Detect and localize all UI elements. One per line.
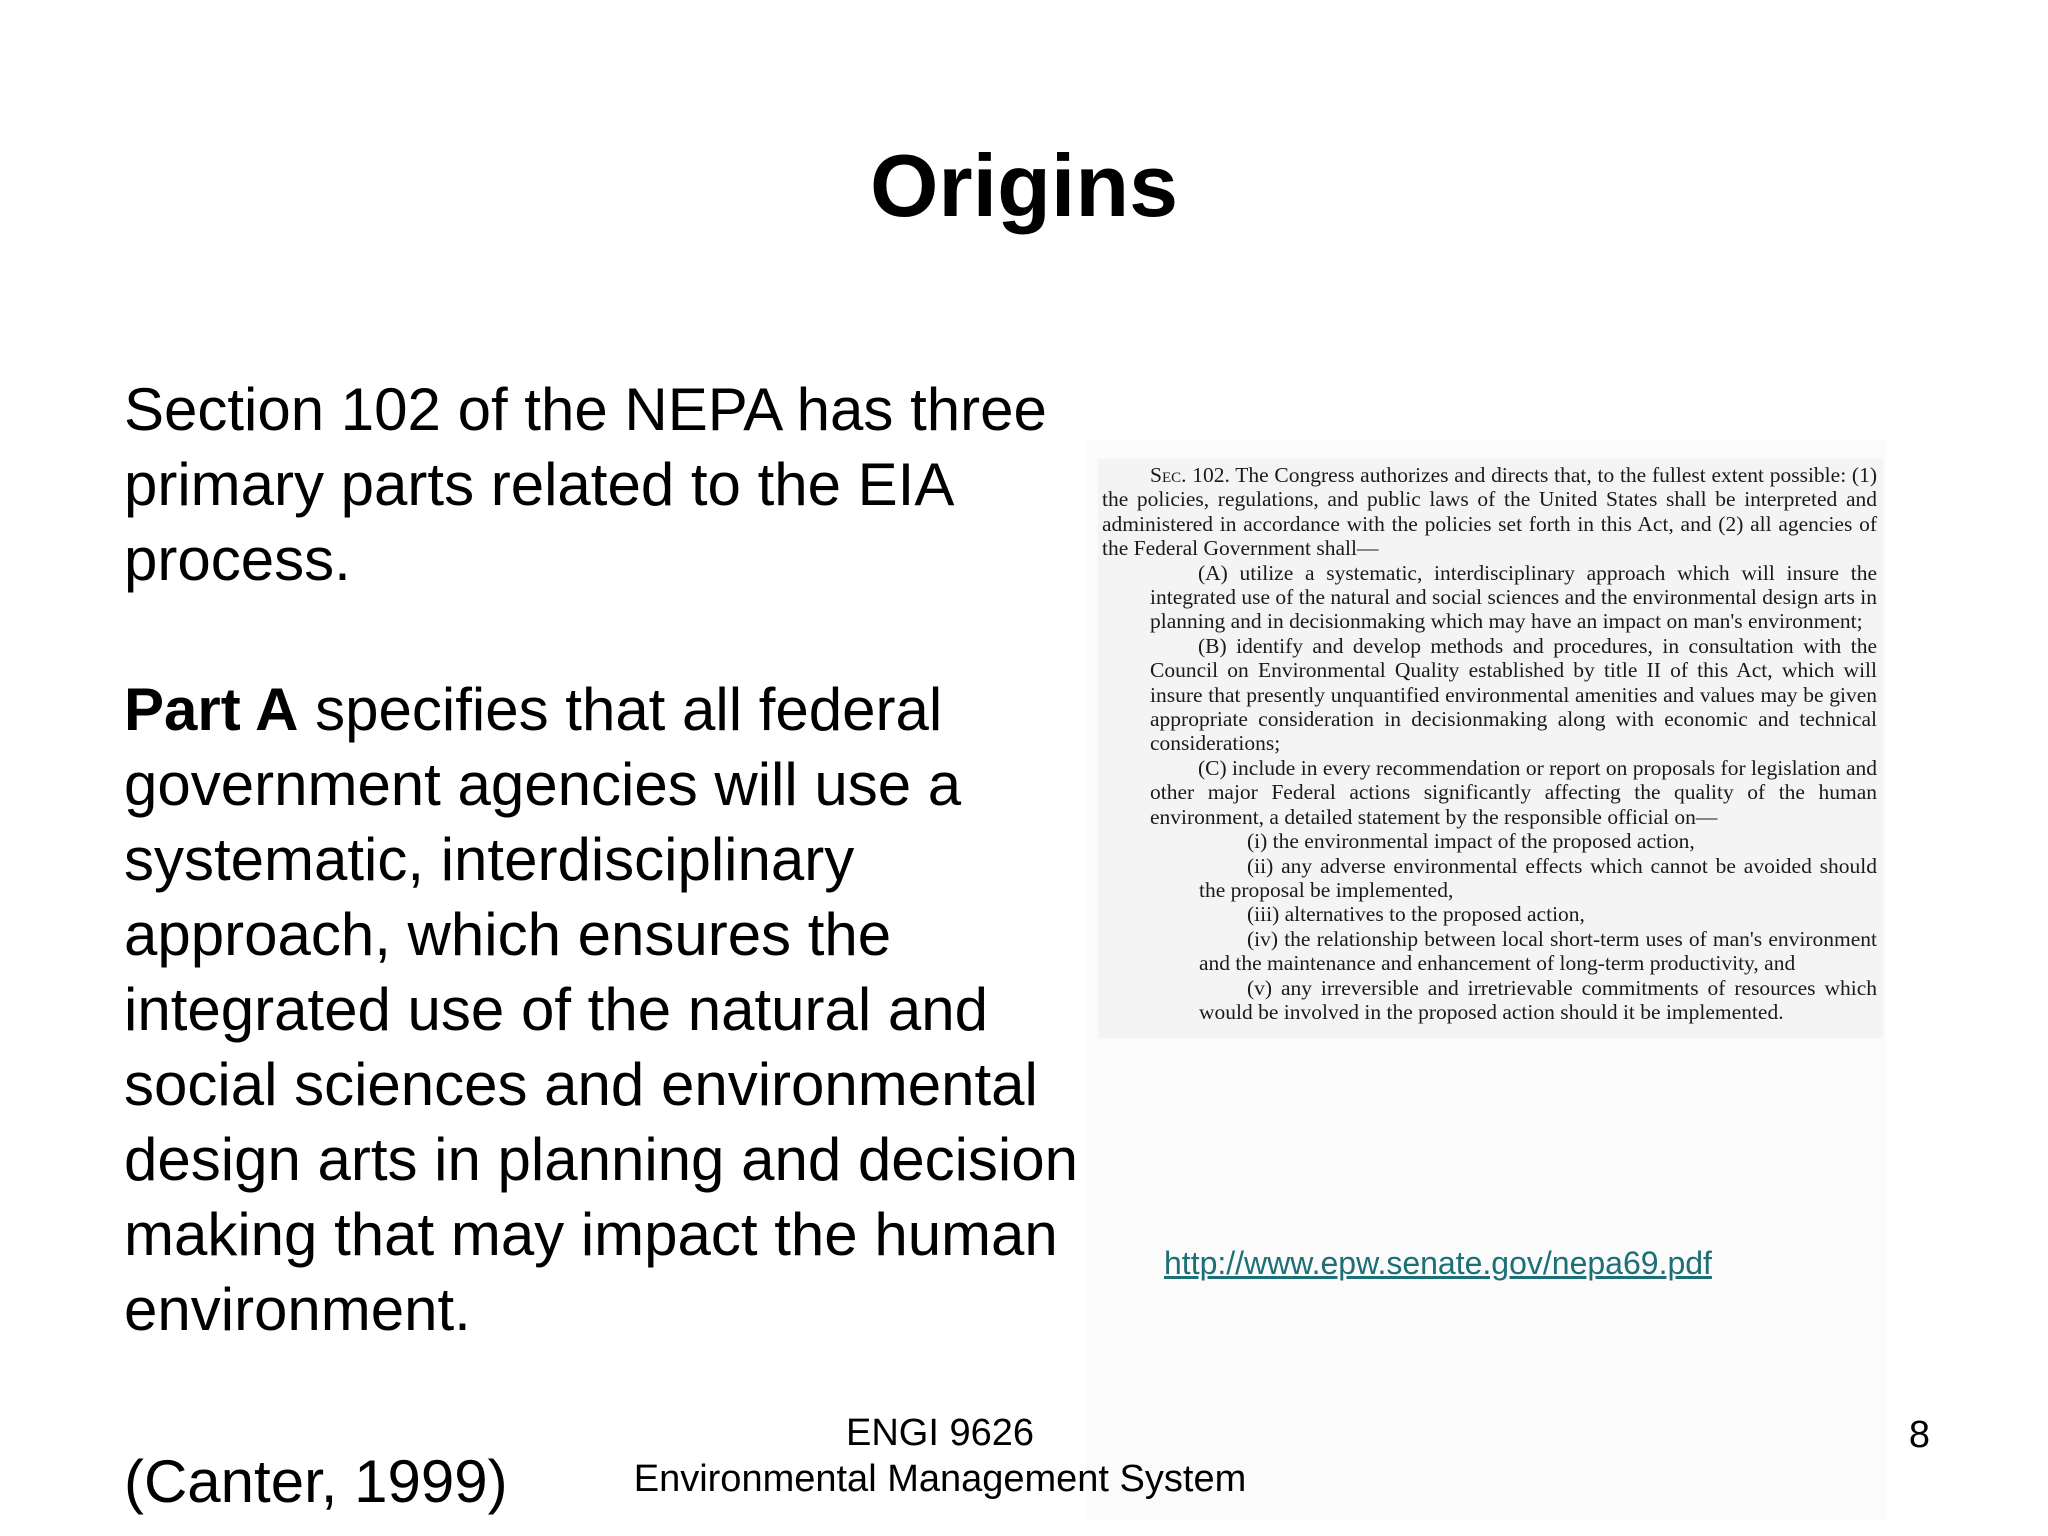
slide-title: Origins: [869, 136, 1179, 235]
nepa-section-102-excerpt: [1098, 459, 1883, 1038]
excerpt-subitem-iii: (iii) alternatives to the proposed action,: [1247, 902, 1585, 927]
section-intro-text: The Congress authorizes and directs that, to the fullest extent possible: (1) the policies, regulations, and public laws of the United States shall be interpreted and administered in accordance with the policies set forth in this Act, and (2) all agencies of the Federal Government shall—: [1102, 463, 1877, 561]
page-number: 8: [1908, 1414, 1930, 1456]
part-a-label: Part A: [124, 676, 299, 743]
excerpt-item-b: (B) identify and develop methods and procedures, in consultation with the Council on Environmental Quality established by title II of this Act, which will insure that presently unquantified environmental amenities and values may be given appropriate consideration in decisionmaking along with economic and technical considerations;: [1150, 633, 1877, 756]
excerpt-subitem-i: (i) the environmental impact of the proposed action,: [1247, 829, 1695, 854]
part-a-description: specifies that all federal government agencies will use a systematic, interdisciplinary approach, which ensures the integrated use of the natural and social sciences and environmental design arts in planning and decision making that may impact the human environment.: [124, 676, 1078, 1343]
excerpt-section-intro: [1102, 463, 1877, 561]
excerpt-subitem-iv: (iv) the relationship between local short-term uses of man's environment and the maintenance and enhancement of long-term productivity, and: [1199, 926, 1877, 976]
excerpt-subitem-ii: (ii) any adverse environmental effects which cannot be avoided should the proposal be implemented,: [1199, 853, 1877, 902]
course-code: ENGI 9626: [846, 1412, 1034, 1454]
body-text: [124, 372, 1084, 1347]
part-a-paragraph: [124, 672, 1084, 1347]
excerpt-subitem-v: (v) any irreversible and irretrievable commitments of resources which would be involved in the proposed action should it be implemented.: [1199, 975, 1877, 1024]
slide-footer: [600, 1410, 1280, 1502]
excerpt-item-c: (C) include in every recommendation or report on proposals for legislation and other major Federal actions significantly affecting the quality of the human environment, a detailed statement by the responsible official on—: [1150, 755, 1877, 829]
excerpt-item-a: (A) utilize a systematic, interdisciplinary approach which will insure the integrated use of the natural and social sciences and the environmental design arts in planning and in decisionmaking which may have an impact on man's environment;: [1150, 560, 1877, 634]
source-link[interactable]: http://www.epw.senate.gov/nepa69.pdf: [1164, 1245, 1712, 1281]
section-label: Sec. 102.: [1150, 463, 1230, 487]
intro-paragraph: Section 102 of the NEPA has three primary parts related to the EIA process.: [124, 376, 1047, 593]
citation: (Canter, 1999): [124, 1448, 508, 1515]
course-name: Environmental Management System: [633, 1458, 1247, 1500]
